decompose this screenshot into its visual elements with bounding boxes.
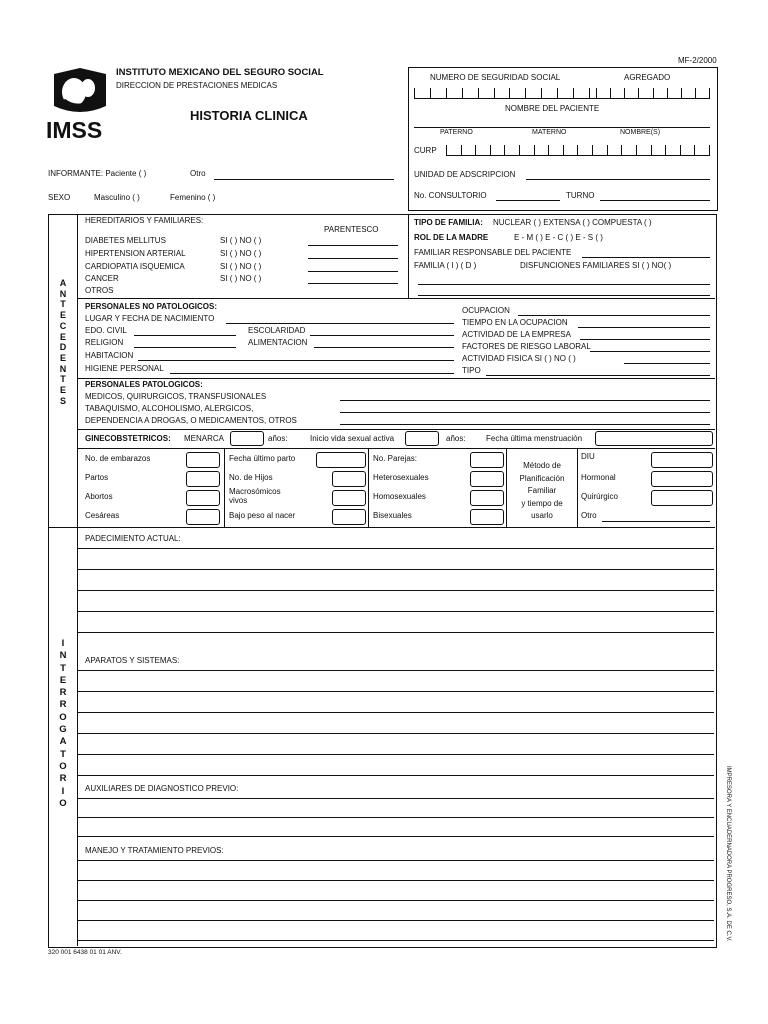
ruled-line[interactable] (78, 754, 714, 755)
otro-label: Otro (190, 169, 206, 178)
form-code: MF-2/2000 (678, 56, 717, 65)
inicio-anos: años: (446, 434, 466, 443)
macrosomicos-field[interactable] (332, 490, 366, 506)
quirurgico-label: Quirúrgico (581, 492, 618, 501)
actividad-empresa-label: ACTIVIDAD DE LA EMPRESA (462, 330, 571, 339)
heterosexuales-field[interactable] (470, 471, 504, 487)
curp-label: CURP (414, 146, 437, 155)
religion-label: RELIGION (85, 338, 124, 347)
abortos-label: Abortos (85, 492, 113, 501)
patologicos-line-1: MEDICOS, QUIRURGICOS, TRANSFUSIONALES (85, 392, 267, 401)
interrogatorio-letter: I (61, 638, 65, 649)
interrogatorio-letter: T (60, 748, 66, 760)
turno-label: TURNO (566, 191, 595, 200)
menarca-anos: años: (268, 434, 288, 443)
ruled-line[interactable] (78, 920, 714, 921)
antecedentes-letter: N (59, 288, 67, 299)
partos-field[interactable] (186, 471, 220, 487)
no-parejas-label: No. Parejas: (373, 454, 418, 463)
antecedentes-side-label (56, 278, 70, 406)
ruled-line[interactable] (78, 817, 714, 818)
embarazos-field[interactable] (186, 452, 220, 468)
no-hijos-label: No. de Hijos (229, 473, 273, 482)
interrogatorio-letter: O (59, 797, 67, 809)
cesareas-label: Cesáreas (85, 511, 120, 520)
antecedentes-letter: D (59, 342, 67, 353)
ruled-line[interactable] (78, 860, 714, 861)
interrogatorio-letter: O (59, 760, 67, 772)
ruled-line[interactable] (78, 670, 714, 671)
otro-metodo-field[interactable] (602, 521, 710, 522)
item-diabetes: DIABETES MELLITUS (85, 236, 166, 245)
tiempo-ocupacion-label: TIEMPO EN LA OCUPACION (462, 318, 568, 327)
printer-side-text: IMPRESORA Y ENCUADERNADORA PROGRESO, S.A. DE C.V. (725, 766, 731, 942)
homosexuales-label: Homosexuales (373, 492, 426, 501)
cancer-options[interactable]: SI ( ) NO ( ) (220, 274, 262, 283)
parentesco-label: PARENTESCO (324, 225, 379, 234)
paterno-label: PATERNO (440, 129, 473, 136)
patologicos-line-2: TABAQUISMO, ALCOHOLISMO, ALERGICOS, (85, 404, 254, 413)
ocupacion-label: OCUPACION (462, 306, 510, 315)
antecedentes-letter: E (59, 331, 66, 342)
inicio-vida-sexual-field[interactable] (405, 431, 439, 446)
familiar-responsable-label: FAMILIAR RESPONSABLE DEL PACIENTE (414, 248, 572, 257)
curp-field[interactable] (446, 145, 710, 155)
familia-options[interactable]: FAMILIA ( I ) ( D ) (414, 261, 477, 270)
escolaridad-label: ESCOLARIDAD (248, 326, 306, 335)
item-cardiopatia: CARDIOPATIA ISQUEMICA (85, 262, 185, 271)
patologicos-line-3: DEPENDENCIA A DROGAS, O MEDICAMENTOS, OTROS (85, 416, 297, 425)
interrogatorio-letter: R (59, 773, 67, 785)
ruled-line[interactable] (78, 798, 714, 799)
no-patologicos-title: PERSONALES NO PATOLOGICOS: (85, 302, 218, 311)
manejo-label: MANEJO Y TRATAMIENTO PREVIOS: (85, 846, 224, 855)
ruled-line[interactable] (78, 880, 714, 881)
gineco-title: GINECOBSTETRICOS: (85, 434, 171, 443)
ruled-line[interactable] (78, 733, 714, 734)
ruled-line[interactable] (78, 548, 714, 549)
tipo-label: TIPO (462, 366, 481, 375)
disfunciones-options[interactable]: DISFUNCIONES FAMILIARES SI ( ) NO( ) (520, 261, 672, 270)
nombre-label: NOMBRE DEL PACIENTE (505, 104, 600, 113)
fecha-ultimo-parto-label: Fecha último parto (229, 454, 296, 463)
interrogatorio-letter: O (59, 711, 67, 723)
cesareas-field[interactable] (186, 509, 220, 525)
tipo-familia-label: TIPO DE FAMILIA: (414, 218, 483, 227)
fecha-menstruacion-label: Fecha última menstruación (486, 434, 583, 443)
informante-label: INFORMANTE: Paciente ( ) (48, 169, 147, 178)
diu-label: DIU (581, 452, 595, 461)
footer-code: 320 001 6438 01 01 ANV. (48, 949, 122, 956)
logo-text: IMSS (46, 117, 103, 143)
interrogatorio-letter: R (59, 699, 67, 711)
riesgo-laboral-label: FACTORES DE RIESGO LABORAL (462, 342, 591, 351)
metodo-planificacion-label: Método de Planificación Familiar y tiempo de usarlo (519, 461, 565, 520)
fecha-menstruacion-field[interactable] (595, 431, 713, 446)
ruled-line[interactable] (78, 611, 714, 612)
patologicos-title: PERSONALES PATOLOGICOS: (85, 380, 203, 389)
cardiopatia-options[interactable]: SI ( ) NO ( ) (220, 262, 262, 271)
sexo-label: SEXO (48, 193, 71, 202)
femenino-option[interactable]: Femenino ( ) (170, 193, 216, 202)
hormonal-label: Hormonal (581, 473, 616, 482)
agregado-label: AGREGADO (624, 73, 671, 82)
bajo-peso-label: Bajo peso al nacer (229, 511, 296, 520)
ruled-line[interactable] (78, 836, 714, 837)
direction-name: DIRECCION DE PRESTACIONES MEDICAS (116, 81, 278, 90)
interrogatorio-letter: N (59, 650, 67, 662)
agregado-field[interactable] (596, 88, 710, 98)
imss-logo (44, 66, 116, 144)
antecedentes-letter: S (59, 395, 66, 406)
item-otros: OTROS (85, 286, 114, 295)
otro-metodo-label: Otro (581, 511, 597, 520)
informante-otro-field[interactable] (214, 179, 394, 180)
auxiliares-label: AUXILIARES DE DIAGNOSTICO PREVIO: (85, 784, 239, 793)
ruled-line[interactable] (78, 775, 714, 776)
menarca-field[interactable] (230, 431, 264, 446)
antecedentes-letter: N (59, 363, 67, 374)
page-title: HISTORIA CLINICA (190, 108, 308, 123)
bajo-peso-field[interactable] (332, 509, 366, 525)
antecedentes-letter: E (59, 352, 66, 363)
institute-name: INSTITUTO MEXICANO DEL SEGURO SOCIAL (116, 67, 324, 78)
habitacion-label: HABITACION (85, 351, 134, 360)
item-hipertension: HIPERTENSION ARTERIAL (85, 249, 186, 258)
bisexuales-label: Bisexuales (373, 511, 412, 520)
masculino-option[interactable]: Masculino ( ) (94, 193, 140, 202)
no-hijos-field[interactable] (332, 471, 366, 487)
interrogatorio-letter: A (59, 736, 67, 748)
interrogatorio-letter: T (60, 662, 66, 674)
ruled-line[interactable] (78, 940, 714, 941)
menarca-label: MENARCA (184, 434, 225, 443)
macrosomicos-label: Macrosómicos vivos (229, 487, 281, 505)
antecedentes-letter: A (59, 278, 67, 288)
hipertension-options[interactable]: SI ( ) NO ( ) (220, 249, 262, 258)
nss-field[interactable] (414, 88, 590, 98)
abortos-field[interactable] (186, 490, 220, 506)
quirurgico-field[interactable] (651, 490, 713, 506)
ruled-line[interactable] (78, 569, 714, 570)
antecedentes-letter: E (59, 385, 66, 396)
antecedentes-letter: T (60, 299, 66, 310)
nombres-label: NOMBRE(S) (620, 129, 661, 136)
antecedentes-letter: E (59, 310, 66, 321)
homosexuales-field[interactable] (470, 490, 504, 506)
padecimiento-label: PADECIMIENTO ACTUAL: (85, 534, 181, 543)
hormonal-field[interactable] (651, 471, 713, 487)
unidad-label: UNIDAD DE ADSCRIPCION (414, 170, 516, 179)
fecha-ultimo-parto-field[interactable] (316, 452, 366, 468)
interrogatorio-letter: E (59, 674, 67, 686)
aparatos-label: APARATOS Y SISTEMAS: (85, 656, 180, 665)
diu-field[interactable] (651, 452, 713, 468)
partos-label: Partos (85, 473, 109, 482)
form-frame (48, 214, 717, 948)
rol-madre-options[interactable]: E - M ( ) E - C ( ) E - S ( ) (514, 233, 603, 242)
edo-civil-label: EDO. CIVIL (85, 326, 127, 335)
interrogatorio-letter: I (61, 785, 65, 797)
ruled-line[interactable] (78, 632, 714, 633)
alimentacion-label: ALIMENTACION (248, 338, 308, 347)
ruled-line[interactable] (78, 712, 714, 713)
tipo-familia-options[interactable]: NUCLEAR ( ) EXTENSA ( ) COMPUESTA ( ) (493, 218, 652, 227)
embarazos-label: No. de embarazos (85, 454, 151, 463)
lugar-nacimiento-label: LUGAR Y FECHA DE NACIMIENTO (85, 314, 215, 323)
consultorio-field[interactable] (496, 200, 560, 201)
interrogatorio-letter: G (59, 724, 67, 736)
rol-madre-label: ROL DE LA MADRE (414, 233, 489, 242)
ruled-line[interactable] (78, 691, 714, 692)
antecedentes-letter: C (59, 320, 67, 331)
diabetes-options[interactable]: SI ( ) NO ( ) (220, 236, 262, 245)
no-parejas-field[interactable] (470, 452, 504, 468)
turno-field[interactable] (600, 200, 710, 201)
unidad-field[interactable] (526, 179, 710, 180)
interrogatorio-letter: R (59, 687, 67, 699)
heterosexuales-label: Heterosexuales (373, 473, 429, 482)
interrogatorio-side-label (56, 638, 70, 810)
inicio-vida-sexual-label: Inicio vida sexual activa (310, 434, 395, 443)
item-cancer: CANCER (85, 274, 119, 283)
antecedentes-letter: T (60, 374, 66, 385)
bisexuales-field[interactable] (470, 509, 504, 525)
actividad-fisica-options[interactable]: ACTIVIDAD FISICA SI ( ) NO ( ) (462, 354, 576, 363)
ruled-line[interactable] (78, 900, 714, 901)
materno-label: MATERNO (532, 129, 567, 136)
nss-label: NUMERO DE SEGURIDAD SOCIAL (430, 73, 561, 82)
higiene-label: HIGIENE PERSONAL (85, 364, 164, 373)
consultorio-label: No. CONSULTORIO (414, 191, 487, 200)
ruled-line[interactable] (78, 590, 714, 591)
hereditarios-title: HEREDITARIOS Y FAMILIARES: (85, 216, 204, 225)
